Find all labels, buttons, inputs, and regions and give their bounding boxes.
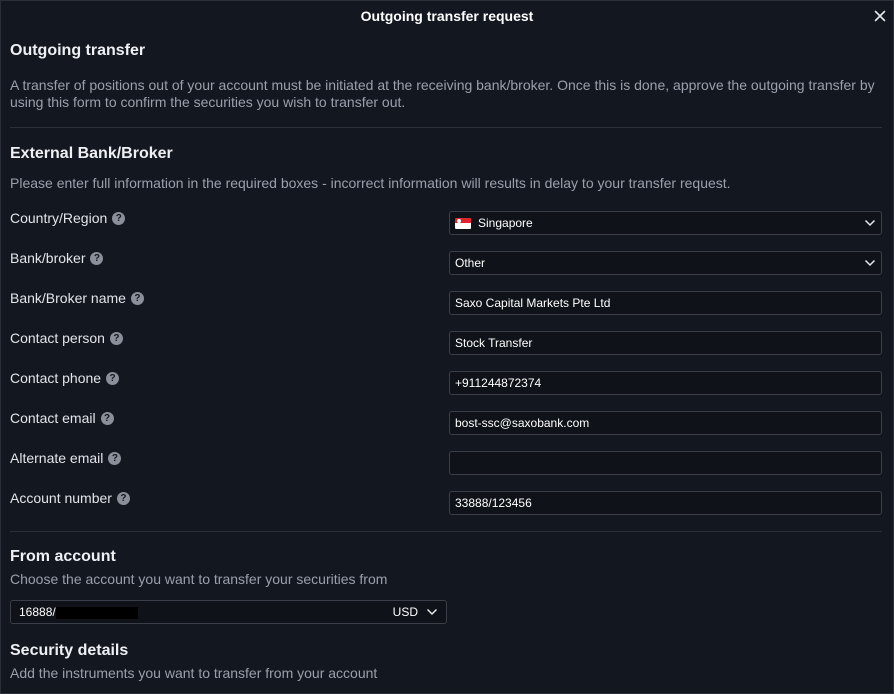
country-label-text: Country/Region [10,210,108,226]
bank-name-input-box [449,291,882,315]
singapore-flag-icon [455,218,471,229]
contact-phone-label-text: Contact phone [10,370,102,386]
section-title-security-details: Security details [10,642,129,659]
section-title-outgoing-transfer: Outgoing transfer [10,42,146,59]
intro-description: A transfer of positions out of your account must be initiated at the receiving bank/broker. Once this is done, approve the outgoing transfer by using this form to confirm the securities you wish to transfer out. [10,77,875,110]
help-icon[interactable]: ? [110,332,123,345]
help-icon[interactable]: ? [106,372,119,385]
bank-select[interactable] [449,251,882,275]
bank-name-label [10,290,144,306]
alternate-email-input[interactable] [455,456,876,470]
security-description: Add the instruments you want to transfer from your account [10,665,378,681]
account-number-label-text: Account number [10,490,112,506]
account-number-input[interactable] [455,496,876,510]
account-number-label [10,490,130,506]
help-icon[interactable]: ? [108,452,121,465]
alternate-email-input-box [449,451,882,475]
help-icon[interactable]: ? [112,212,125,225]
help-icon[interactable]: ? [90,252,103,265]
section-title-from-account: From account [10,548,116,565]
from-account-description: Choose the account you want to transfer your securities from [10,571,388,587]
contact-email-input[interactable] [455,416,876,430]
contact-person-input[interactable] [455,336,876,350]
chevron-down-icon [864,219,876,227]
close-icon [874,10,886,22]
section-title-external-broker: External Bank/Broker [10,145,173,162]
divider [10,531,882,532]
external-description: Please enter full information in the required boxes - incorrect information will results in delay to your transfer request. [10,175,731,191]
chevron-down-icon [426,608,438,616]
contact-email-input-box [449,411,882,435]
redacted-account-number [56,607,138,619]
contact-person-label [10,330,123,346]
dialog-title: Outgoing transfer request [360,8,534,24]
alternate-email-label [10,450,121,466]
contact-person-label-text: Contact person [10,330,105,346]
dialog-titlebar [1,1,893,33]
bank-value: Other [455,256,486,270]
country-value: Singapore [478,216,533,230]
alternate-email-label-text: Alternate email [10,450,104,466]
account-prefix: 16888/ [19,605,56,619]
country-select[interactable] [449,211,882,235]
contact-email-label-text: Contact email [10,410,96,426]
divider [10,127,882,128]
account-number-input-box [449,491,882,515]
chevron-down-icon [864,259,876,267]
contact-phone-input[interactable] [455,376,876,390]
bank-label-text: Bank/broker [10,250,86,266]
help-icon[interactable]: ? [131,292,144,305]
from-account-select[interactable] [10,600,447,624]
help-icon[interactable]: ? [101,412,114,425]
account-currency: USD [392,605,418,619]
help-icon[interactable]: ? [117,492,130,505]
country-label [10,210,125,226]
bank-label [10,250,103,266]
contact-phone-input-box [449,371,882,395]
contact-phone-label [10,370,119,386]
bank-name-input[interactable] [455,296,876,310]
bank-name-label-text: Bank/Broker name [10,290,126,306]
close-button[interactable] [871,7,889,25]
contact-person-input-box [449,331,882,355]
contact-email-label [10,410,114,426]
